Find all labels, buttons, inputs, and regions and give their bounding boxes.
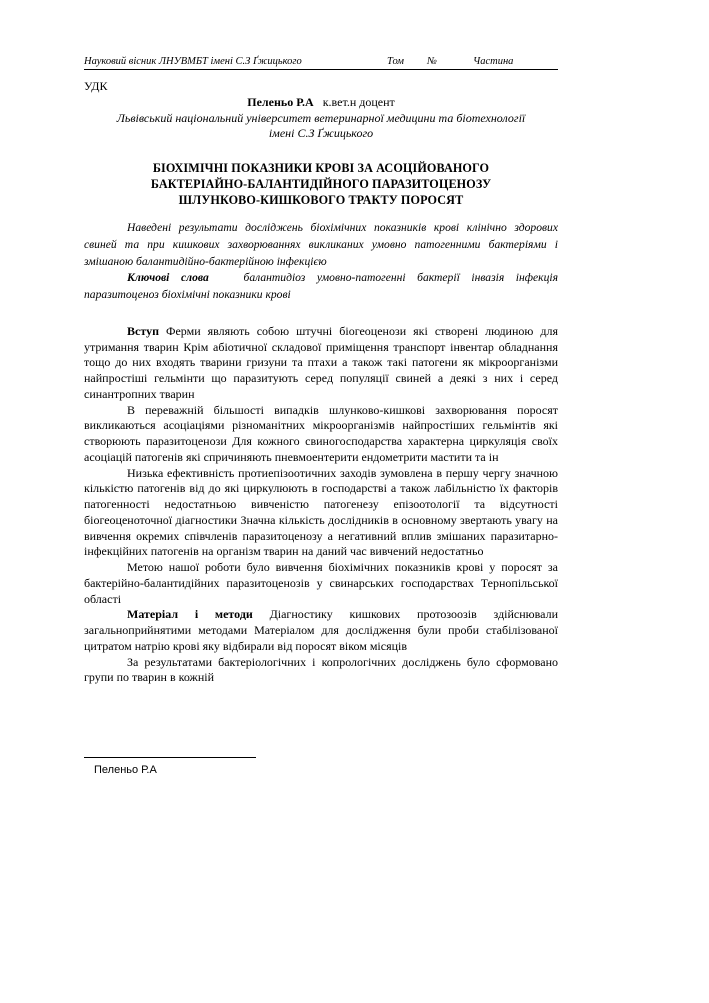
journal-name: Науковий вісник ЛНУВМБТ імені С.З Ґжицького: [84, 56, 302, 67]
paragraph-introduction: [84, 324, 558, 403]
running-header: [84, 56, 558, 70]
udk-label: УДК: [84, 79, 108, 93]
part-label: Частина: [473, 56, 514, 67]
paragraph-aim: Метою нашої роботи було вивчення біохімічних показників крові у поросят за бактерійно-балантидійних паразитоценозів у свинарських господарствах Тернопільської області: [84, 560, 558, 606]
affiliation-line-1: Львівський національний університет ветеринарної медицини та біотехнології: [116, 111, 526, 125]
affiliation: [84, 111, 558, 141]
author-name: Пеленьо Р.А: [247, 95, 314, 109]
affiliation-line-2: імені С.З Ґжицького: [268, 126, 374, 140]
body-text: [84, 324, 558, 686]
volume-label: Том: [387, 56, 405, 67]
title-line-3: ШЛУНКОВО-КИШКОВОГО ТРАКТУ ПОРОСЯТ: [178, 193, 464, 207]
methods-text: Діагностику кишкових протозоозів здійснювали загальноприйнятими методами Матеріалом для дослідження були проби стабілізованої цитратом натрію крові яку відбирали від поросят віком місяців: [84, 607, 558, 653]
paragraph-methods: [84, 607, 558, 654]
title-line-1: БІОХІМІЧНІ ПОКАЗНИКИ КРОВІ ЗА АСОЦІЙОВАНОГО: [152, 161, 490, 175]
introduction-text: Ферми являють собою штучні біогеоценози які створені людиною для утримання тварин Крім абіотичної складової приміщення транспорт інвентар обладнання тощо до них входять тварини гризуни та птахи а також такі патогени як мікроорганізми найпростіші гельмінти що паразитують серед популяції свиней а деякі з них і серед синантропних тварин: [84, 323, 558, 401]
methods-heading: Матеріал і методи: [127, 607, 253, 622]
footnote: Пеленьо Р.А: [94, 764, 157, 776]
paragraph-2: В переважній більшості випадків шлунково-кишкові захворювання поросят викликаються асоціаціями різноманітних мікроорганізмів найпростіших гельмінтів які створюють паразитоценози Для кожного свиногосподарства характерна циркуляція своїх асоціацій патогенів які спричиняють пневмоентерити ендометрити мастити та ін: [84, 402, 558, 464]
page: [84, 56, 558, 686]
paragraph-results: За результатами бактеріологічних і копрологічних досліджень було сформовано групи по тварин в кожній: [84, 654, 558, 685]
keywords-label: Ключові слова: [127, 271, 209, 285]
author-degree: к.вет.н доцент: [322, 95, 395, 109]
keywords: [84, 270, 558, 304]
abstract-text: Наведені результати досліджень біохімічних показників крові клінічно здорових свиней та при кишкових захворюваннях викликаних умовно патогенними бактеріями і змішаною балантидійно-бактерійною інфекцією: [84, 221, 558, 268]
title-line-2: БАКТЕРІАЙНО-БАЛАНТИДІЙНОГО ПАРАЗИТОЦЕНОЗУ: [150, 177, 492, 191]
footnote-divider: [84, 757, 256, 758]
introduction-heading: Вступ: [127, 323, 159, 338]
keywords-list: балантидіоз умовно-патогенні бактерії інвазія інфекція паразитоценоз біохімічні показники крові: [84, 271, 558, 302]
paragraph-3: Низька ефективність протиепізоотичних заходів зумовлена в першу чергу значною кількістю патогенів від до які циркулюють в господарстві а також лабільністю їх факторів патогенності недостатньою вивченістю патогенезу епізоотології та відсутності біогеоценоточної діагностики Значна кількість дослідників в основному звертають увагу на вивчення окремих співчленів паразитоценозу а негативний вплив змішаних паразитарно-інфекційних патогенів на організм тварин на даний час вивчений недостатньо: [84, 465, 558, 559]
number-label: №: [427, 56, 437, 67]
abstract: [84, 220, 558, 304]
author-line: [84, 95, 558, 109]
paper-title: [84, 160, 558, 208]
